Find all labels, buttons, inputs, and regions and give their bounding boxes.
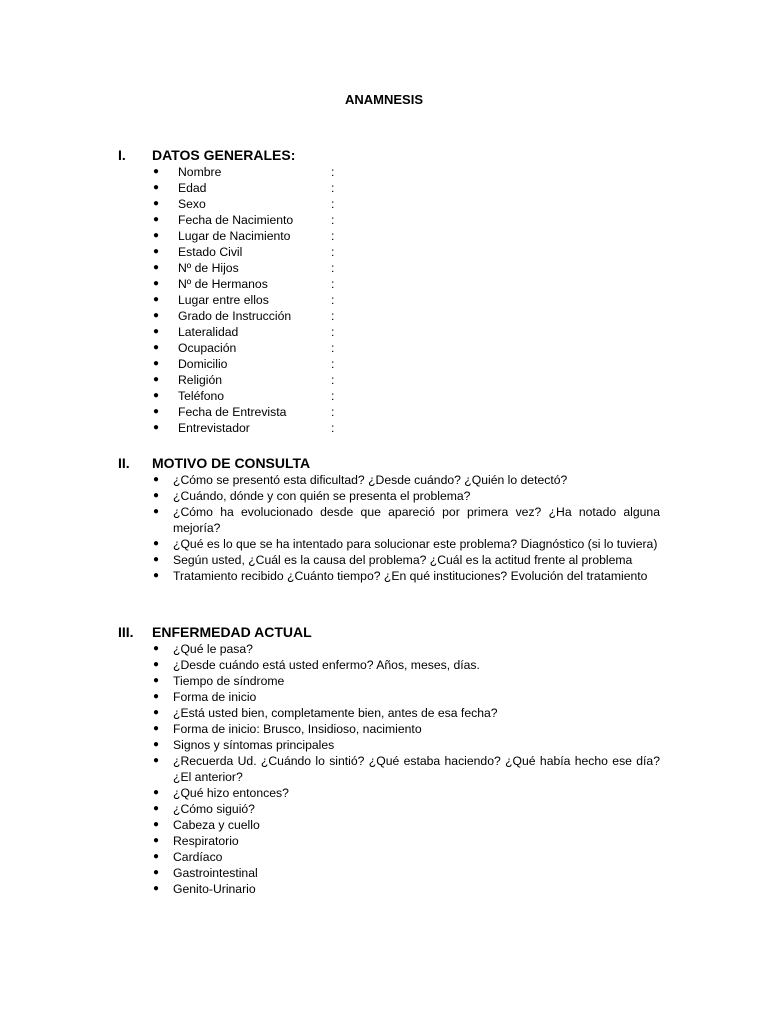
list-item-text: ¿Cuándo, dónde y con quién se presenta el problema? (173, 489, 471, 503)
section-numeral: II. (118, 455, 130, 471)
field-separator: : (331, 165, 335, 179)
list-item-text: ¿Desde cuándo está usted enfermo? Años, meses, días. (173, 658, 480, 672)
bullet-icon: ● (153, 294, 160, 305)
bullet-icon: ● (153, 390, 160, 401)
bullet-icon: ● (153, 198, 160, 209)
list-item-text: ¿Qué es lo que se ha intentado para solucionar este problema? Diagnóstico (si lo tuviera) (173, 537, 658, 551)
bullet-icon: ● (153, 787, 160, 798)
list-item (0, 472, 768, 488)
section-numeral: III. (118, 624, 134, 640)
list-item-text: Forma de inicio (173, 690, 257, 704)
list-item (0, 721, 768, 737)
list-item (0, 849, 768, 865)
bullet-icon: ● (153, 570, 160, 581)
field-row (0, 164, 768, 180)
bullet-icon: ● (153, 803, 160, 814)
field-label: Teléfono (178, 389, 225, 403)
bullet-icon: ● (153, 819, 160, 830)
section-heading (0, 455, 768, 472)
list-item (0, 689, 768, 705)
field-label: Nº de Hijos (178, 261, 239, 275)
bullet-icon: ● (153, 867, 160, 878)
section-enfermedad-actual (0, 624, 768, 897)
field-separator: : (331, 373, 335, 387)
field-row (0, 372, 768, 388)
section-datos-generales (0, 147, 768, 436)
list-item-text: ¿Qué hizo entonces? (173, 786, 289, 800)
field-label: Nº de Hermanos (178, 277, 268, 291)
field-row (0, 196, 768, 212)
bullet-icon: ● (153, 851, 160, 862)
field-label: Sexo (178, 197, 206, 211)
list-item-text: Forma de inicio: Brusco, Insidioso, nacimiento (173, 722, 422, 736)
field-label: Lugar de Nacimiento (178, 229, 291, 243)
bullet-icon: ● (153, 326, 160, 337)
field-separator: : (331, 293, 335, 307)
field-label: Fecha de Nacimiento (178, 213, 294, 227)
list-item (0, 504, 768, 536)
field-separator: : (331, 341, 335, 355)
bullet-icon: ● (153, 474, 160, 485)
field-label: Estado Civil (178, 245, 243, 259)
field-row (0, 212, 768, 228)
section-heading (0, 147, 768, 164)
bullet-icon: ● (153, 310, 160, 321)
list-item-text: Gastrointestinal (173, 866, 258, 880)
field-row (0, 244, 768, 260)
question-list (0, 472, 768, 584)
bullet-icon: ● (153, 214, 160, 225)
field-label: Nombre (178, 165, 222, 179)
list-item (0, 552, 768, 568)
list-item (0, 488, 768, 504)
list-item-text: Cardíaco (173, 850, 223, 864)
field-label: Lateralidad (178, 325, 239, 339)
field-separator: : (331, 421, 335, 435)
bullet-icon: ● (153, 538, 160, 549)
field-separator: : (331, 229, 335, 243)
list-item-text: Cabeza y cuello (173, 818, 260, 832)
list-item-text: ¿Cómo se presentó esta dificultad? ¿Desde cuándo? ¿Quién lo detectó? (173, 473, 568, 487)
bullet-icon: ● (153, 506, 160, 517)
bullet-icon: ● (153, 490, 160, 501)
field-separator: : (331, 261, 335, 275)
bullet-icon: ● (153, 182, 160, 193)
section-heading (0, 624, 768, 641)
bullet-icon: ● (153, 723, 160, 734)
list-item (0, 833, 768, 849)
bullet-icon: ● (153, 675, 160, 686)
field-row (0, 228, 768, 244)
section-numeral: I. (118, 147, 126, 163)
section-title: MOTIVO DE CONSULTA (152, 455, 311, 471)
field-row (0, 356, 768, 372)
field-separator: : (331, 197, 335, 211)
bullet-icon: ● (153, 406, 160, 417)
list-item-text: ¿Cómo siguió? (173, 802, 255, 816)
list-item (0, 817, 768, 833)
field-row (0, 420, 768, 436)
section-title: DATOS GENERALES: (152, 147, 296, 163)
bullet-icon: ● (153, 707, 160, 718)
field-label: Lugar entre ellos (178, 293, 269, 307)
field-label: Entrevistador (178, 421, 250, 435)
field-row (0, 276, 768, 292)
bullet-icon: ● (153, 230, 160, 241)
list-item-text: Tiempo de síndrome (173, 674, 285, 688)
field-separator: : (331, 405, 335, 419)
field-row (0, 308, 768, 324)
bullet-icon: ● (153, 246, 160, 257)
bullet-icon: ● (153, 659, 160, 670)
field-row (0, 388, 768, 404)
field-row (0, 292, 768, 308)
field-separator: : (331, 213, 335, 227)
bullet-icon: ● (153, 554, 160, 565)
bullet-icon: ● (153, 262, 160, 273)
field-row (0, 404, 768, 420)
list-item-text: ¿Recuerda Ud. ¿Cuándo lo sintió? ¿Qué estaba haciendo? ¿Qué había hecho ese día? ¿El anterior? (173, 754, 660, 784)
field-separator: : (331, 389, 335, 403)
bullet-icon: ● (153, 374, 160, 385)
bullet-icon: ● (153, 278, 160, 289)
bullet-icon: ● (153, 643, 160, 654)
field-separator: : (331, 245, 335, 259)
document-title: ANAMNESIS (344, 92, 423, 107)
field-separator: : (331, 325, 335, 339)
list-item (0, 673, 768, 689)
bullet-icon: ● (153, 739, 160, 750)
field-separator: : (331, 277, 335, 291)
bullet-icon: ● (153, 166, 160, 177)
list-item-text: ¿Está usted bien, completamente bien, antes de esa fecha? (173, 706, 498, 720)
section-motivo-de-consulta (0, 455, 768, 584)
list-item (0, 641, 768, 657)
list-item (0, 801, 768, 817)
field-row (0, 340, 768, 356)
field-row (0, 260, 768, 276)
list-item (0, 785, 768, 801)
bullet-icon: ● (153, 835, 160, 846)
field-separator: : (331, 357, 335, 371)
field-label: Religión (178, 373, 223, 387)
bullet-icon: ● (153, 691, 160, 702)
list-item (0, 737, 768, 753)
list-item (0, 881, 768, 897)
list-item-text: Tratamiento recibido ¿Cuánto tiempo? ¿En qué instituciones? Evolución del tratamiento (173, 569, 648, 583)
list-item-text: Signos y síntomas principales (173, 738, 335, 752)
list-item (0, 705, 768, 721)
field-label: Domicilio (178, 357, 228, 371)
list-item (0, 568, 768, 584)
question-list (0, 641, 768, 897)
bullet-icon: ● (153, 883, 160, 894)
list-item-text: Genito-Urinario (173, 882, 256, 896)
list-item-text: ¿Qué le pasa? (173, 642, 253, 656)
list-item-text: Respiratorio (173, 834, 239, 848)
field-label: Ocupación (178, 341, 237, 355)
field-separator: : (331, 181, 335, 195)
list-item (0, 657, 768, 673)
list-item (0, 865, 768, 881)
field-separator: : (331, 309, 335, 323)
bullet-icon: ● (153, 342, 160, 353)
field-list (0, 164, 768, 436)
field-label: Grado de Instrucción (178, 309, 292, 323)
list-item-text: ¿Cómo ha evolucionado desde que apareció por primera vez? ¿Ha notado alguna mejoría? (173, 505, 660, 535)
bullet-icon: ● (153, 358, 160, 369)
bullet-icon: ● (153, 755, 160, 766)
list-item (0, 753, 768, 785)
field-row (0, 324, 768, 340)
field-label: Edad (178, 181, 207, 195)
bullet-icon: ● (153, 422, 160, 433)
section-title: ENFERMEDAD ACTUAL (152, 624, 312, 640)
field-row (0, 180, 768, 196)
list-item-text: Según usted, ¿Cuál es la causa del problema? ¿Cuál es la actitud frente al problema (173, 553, 633, 567)
field-label: Fecha de Entrevista (178, 405, 287, 419)
list-item (0, 536, 768, 552)
